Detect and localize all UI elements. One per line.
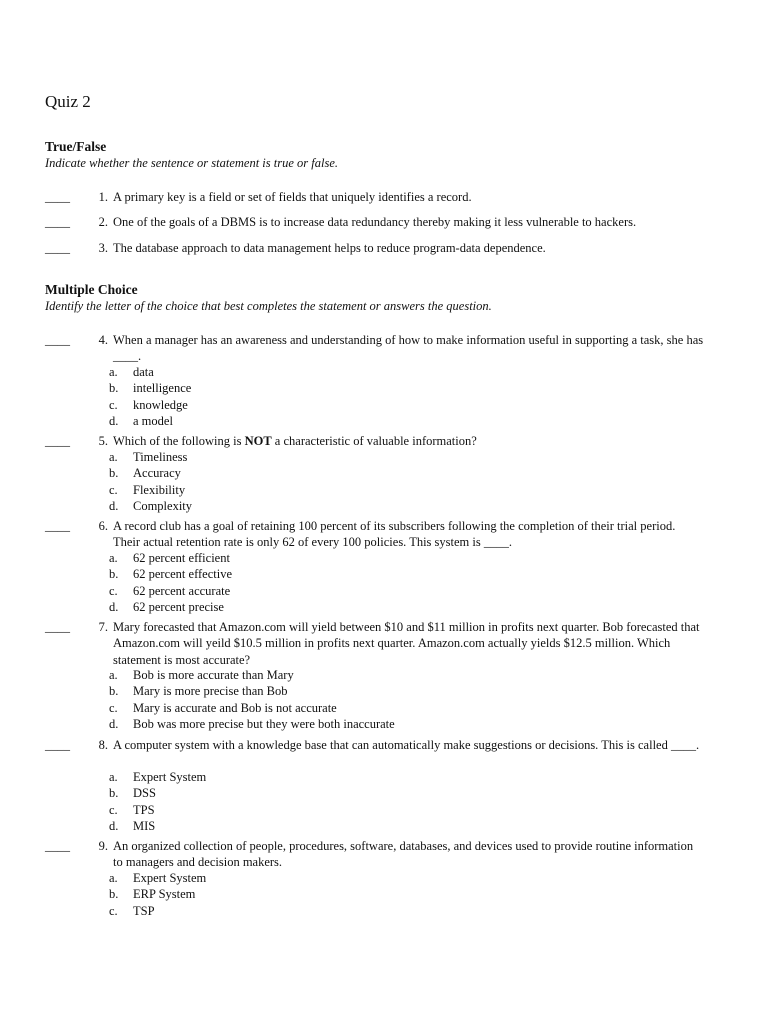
question-stem: A record club has a goal of retaining 100 percent of its subscribers following the completion of their trial period. Their actual retention rate is only 62 of every 100 policies. This system is ____. (113, 519, 676, 550)
question-number: 1. (98, 190, 108, 204)
true-false-instruction: Indicate whether the sentence or statement is true or false. (45, 156, 338, 170)
page-title: Quiz 2 (45, 92, 91, 111)
question-stem: When a manager has an awareness and understanding of how to make information useful in supporting a task, she has ____. (113, 333, 704, 364)
question-stem: An organized collection of people, procedures, software, databases, and devices used to provide routine information to managers and decision makers. (113, 839, 694, 870)
answer-blank[interactable]: ____ (45, 333, 70, 347)
answer-blank[interactable]: ____ (45, 215, 70, 229)
multiple-choice-instruction: Identify the letter of the choice that best completes the statement or answers the question. (45, 299, 492, 313)
question-number: 4. (98, 333, 108, 347)
question-number: 8. (98, 738, 108, 752)
answer-blank[interactable]: ____ (45, 620, 70, 634)
answer-blank[interactable]: ____ (45, 241, 70, 255)
question-number: 3. (98, 241, 108, 255)
question-stem: One of the goals of a DBMS is to increase data redundancy thereby making it less vulnerable to hackers. (113, 215, 637, 229)
answer-blank[interactable]: ____ (45, 190, 70, 204)
question-stem: A computer system with a knowledge base that can automatically make suggestions or decisions. This is called ____. (113, 738, 700, 752)
answer-blank[interactable]: ____ (45, 434, 70, 448)
question-number: 6. (98, 519, 108, 533)
quiz-page: Quiz 2 True/False Indicate whether the sentence or statement is true or false. ____ 1. A primary key is a field or set of fields that uniquely identifies a record. ____ 2. One of the goals of a DBMS is to increase data redundancy thereby making it less vulnerable to hackers. ____ 3. The database approach to data management helps to reduce program-data dependence. Multiple Choice Identify the letter of the choice that best completes the statement or answers the question. ____ 4. When a manager has an awareness and understanding of how to make information useful in supporting a task, she has ____. a. data b. intelligence c. knowledge d. a model ____ 5. Which of the following is NOT a characteristic of valuable information? a. Timeliness b. Accuracy c. Flexibility d. Complexity ____ 6. A record club has a goal of retaining 100 percent of its subscribers following the completion of their trial period. Their actual retention rate is only 62 of every 100 policies. This system is ____. a. 62 percent efficient b. 62 percent effective c. 62 percent accurate d. 62 percent precise ____ 7. Mary forecasted that Amazon.com will yield between $10 and $11 million in profits next quarter. Bob forecasted that Amazon.com will yeild $10.5 million in profits next quarter. Amazon.com actually yields $12.5 million. Which statement is most accurate? a. Bob is more accurate than Mary b. Mary is more precise than Bob c. Mary is accurate and Bob is not accurate d. Bob was more precise but they were both inaccurate ____ 8. A computer system with a knowledge base that can automatically make suggestions or decisions. This is called ____. a. Expert System b. DSS c. TPS d. MIS ____ 9. An organized collection of people, procedures, software, databases, and devices used to provide routine information to managers and decision makers. a. Expert System b. ERP System c. TSP (0, 0, 768, 1024)
question-number: 9. (98, 839, 108, 853)
question-stem: A primary key is a field or set of fields that uniquely identifies a record. (113, 190, 472, 204)
question-stem: Which of the following is NOT a characteristic of valuable information? (113, 434, 477, 448)
question-stem: The database approach to data management helps to reduce program-data dependence. (113, 241, 546, 255)
answer-blank[interactable]: ____ (45, 839, 70, 853)
true-false-heading: True/False (45, 139, 107, 154)
question-number: 7. (98, 620, 108, 634)
answer-blank[interactable]: ____ (45, 519, 70, 533)
answer-blank[interactable]: ____ (45, 738, 70, 752)
question-number: 5. (98, 434, 108, 448)
emphasis-not: NOT (244, 434, 272, 448)
question-number: 2. (98, 215, 108, 229)
question-stem: Mary forecasted that Amazon.com will yield between $10 and $11 million in profits next quarter. Bob forecasted that Amazon.com will yeild $10.5 million in profits next quarter. Amazon.com actually yields $12.5 million. Which statement is most accurate? (113, 620, 700, 667)
multiple-choice-heading: Multiple Choice (45, 282, 138, 297)
